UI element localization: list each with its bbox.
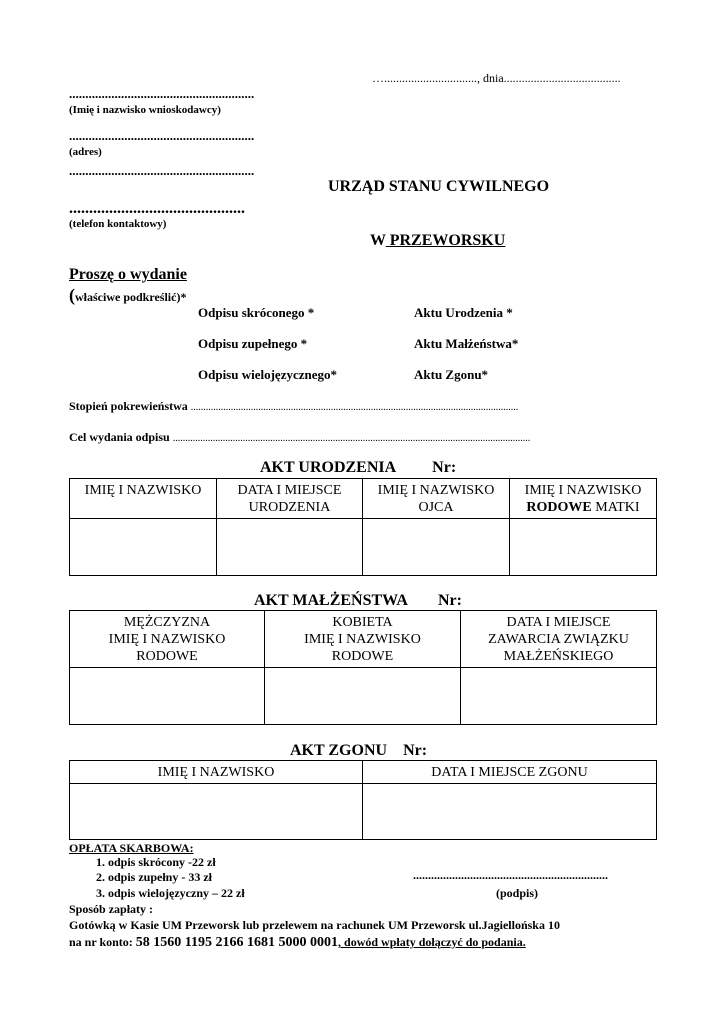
marriage-col-date-place — [461, 611, 657, 668]
marriage-table-header — [70, 611, 657, 668]
marriage-col-woman — [265, 611, 461, 668]
marriage-col-woman-l1: KOBIETA — [332, 615, 393, 630]
account-line — [69, 933, 526, 951]
account-number: 58 1560 1195 2166 1681 5000 0001 — [135, 935, 339, 950]
request-note-paren: ( — [69, 285, 75, 305]
office-city-name: PRZEWORSKU — [385, 232, 506, 249]
option-multilingual-copy: Odpisu wielojęzycznego* — [198, 367, 338, 382]
office-city-prefix: W — [370, 232, 386, 249]
option-marriage-act: Aktu Małżeństwa* — [414, 336, 519, 351]
option-birth-act: Aktu Urodzenia * — [414, 305, 513, 320]
kinship-label: Stopień pokrewieństwa — [69, 399, 191, 413]
applicant-label: (Imię i nazwisko wnioskodawcy) — [69, 104, 221, 116]
fee-title: OPŁATA SKARBOWA: — [69, 841, 194, 855]
kinship-line — [69, 399, 518, 414]
birth-col-mother-rest: MATKI — [591, 500, 640, 515]
address-dots: ......................................................... — [69, 128, 255, 143]
birth-col-date-place: DATA I MIEJSCE URODZENIA — [217, 479, 363, 519]
marriage-col-date-l1: DATA I MIEJSCE — [506, 615, 611, 630]
marriage-col-woman-l2: IMIĘ I NAZWISKO — [304, 632, 421, 647]
marriage-col-date-l3: MAŁŻEŃSKIEGO — [503, 649, 614, 664]
kinship-dots: ................................................................................................................................... — [190, 402, 519, 413]
purpose-line — [69, 430, 530, 445]
date-line: …..............................., dnia....................................... — [372, 71, 621, 85]
request-note-text: właściwe podkreślić)* — [75, 290, 187, 304]
death-section-title — [290, 742, 427, 760]
birth-table — [69, 478, 657, 576]
option-death-act: Aktu Zgonu* — [414, 367, 489, 382]
phone-dots: ............................................ — [69, 200, 245, 217]
fee-item-3: 3. odpis wielojęzyczny – 22 zł — [96, 886, 245, 900]
marriage-col-man-l2: IMIĘ I NAZWISKO — [108, 632, 226, 647]
marriage-title: AKT MAŁŻEŃSTWA — [254, 592, 408, 609]
marriage-col-woman-l3: RODOWE — [331, 649, 394, 664]
marriage-cell-man[interactable] — [70, 668, 265, 725]
birth-col-mother-line1: IMIĘ I NAZWISKO — [524, 483, 642, 498]
marriage-col-man — [70, 611, 265, 668]
birth-col-mother-bold: RODOWE — [526, 500, 592, 515]
marriage-col-man-l3: RODOWE — [136, 649, 198, 664]
marriage-table-row — [70, 668, 657, 725]
death-table-row — [70, 784, 657, 840]
request-title: Proszę o wydanie — [69, 266, 187, 283]
phone-label: (telefon kontaktowy) — [69, 218, 167, 230]
account-suffix: , dowód wpłaty dołączyć do podania. — [338, 935, 526, 949]
purpose-dots: ............................................................................................................................................... — [172, 433, 531, 444]
fee-item-2: 2. odpis zupełny - 33 zł — [96, 870, 213, 884]
purpose-label: Cel wydania odpisu — [69, 430, 173, 444]
death-nr: Nr: — [403, 742, 428, 759]
option-full-copy: Odpisu zupełnego * — [198, 336, 308, 351]
birth-col-father: IMIĘ I NAZWISKO OJCA — [363, 479, 510, 519]
birth-nr: Nr: — [432, 459, 457, 476]
death-table — [69, 760, 657, 840]
address-dots-2: ......................................................... — [69, 163, 255, 178]
birth-col-name: IMIĘ I NAZWISKO — [70, 479, 217, 519]
signature-label: (podpis) — [496, 886, 539, 900]
birth-title: AKT URODZENIA — [260, 459, 397, 476]
death-title: AKT ZGONU — [290, 742, 388, 759]
birth-cell-mother[interactable] — [510, 519, 657, 576]
account-prefix: na nr konto: — [69, 935, 136, 949]
marriage-cell-woman[interactable] — [265, 668, 461, 725]
office-title: URZĄD STANU CYWILNEGO — [328, 178, 550, 195]
marriage-col-date-l2: ZAWARCIA ZWIĄZKU — [488, 632, 629, 647]
birth-section-title — [260, 459, 456, 477]
address-label: (adres) — [69, 146, 102, 158]
fee-item-1: 1. odpis skrócony -22 zł — [96, 855, 216, 869]
option-short-copy: Odpisu skróconego * — [198, 305, 315, 320]
marriage-col-man-l1: MĘŻCZYZNA — [123, 615, 211, 630]
signature-dots: ................................................................. — [413, 868, 608, 882]
birth-col-mother — [510, 479, 657, 519]
payment-line: Gotówką w Kasie UM Przeworsk lub przelewem na rachunek UM Przeworsk ul.Jagiellońska 10 — [69, 918, 560, 932]
applicant-dots: ......................................................... — [69, 86, 255, 101]
birth-cell-father[interactable] — [363, 519, 510, 576]
birth-table-header — [70, 479, 657, 519]
death-cell-date-place[interactable] — [363, 784, 657, 840]
marriage-section-title — [254, 592, 462, 610]
birth-cell-date-place[interactable] — [217, 519, 363, 576]
death-col-date-place: DATA I MIEJSCE ZGONU — [363, 761, 657, 784]
marriage-nr: Nr: — [437, 592, 462, 609]
request-note — [69, 285, 186, 306]
payment-label: Sposób zapłaty : — [69, 902, 154, 916]
birth-cell-name[interactable] — [70, 519, 217, 576]
death-table-header — [70, 761, 657, 784]
marriage-cell-date-place[interactable] — [461, 668, 657, 725]
office-city — [370, 232, 505, 250]
death-cell-name[interactable] — [70, 784, 363, 840]
marriage-table — [69, 610, 657, 725]
death-col-name: IMIĘ I NAZWISKO — [70, 761, 363, 784]
birth-table-row — [70, 519, 657, 576]
